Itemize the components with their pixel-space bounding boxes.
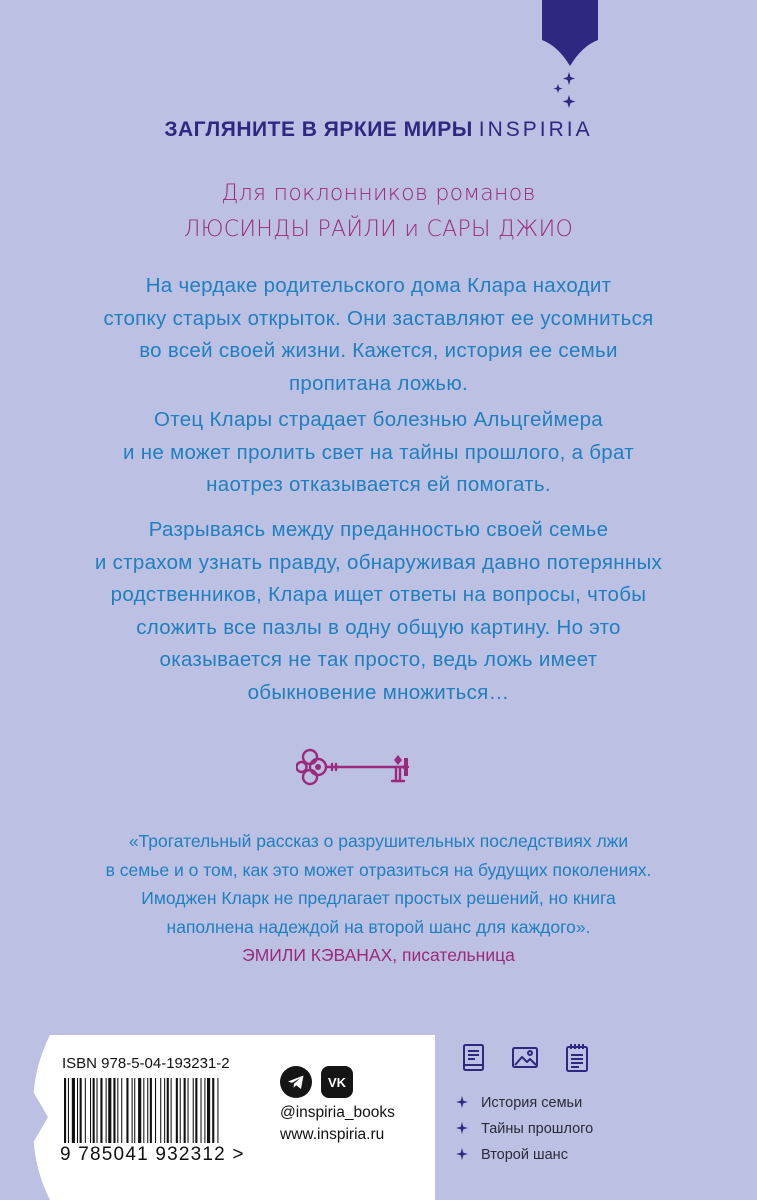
feature-item (456, 1120, 676, 1146)
brand-name: INSPIRIA (478, 118, 593, 141)
barcode-bar (134, 1078, 135, 1143)
svg-text:VK: VK (327, 1075, 347, 1090)
blurb-line: стопку старых открыток. Они заставляют ее усомниться (103, 306, 654, 330)
barcode-bar (106, 1078, 107, 1143)
barcode-bar (100, 1078, 102, 1143)
barcode-bar (97, 1078, 98, 1143)
barcode-bar (195, 1078, 197, 1143)
panel-notch (0, 1035, 50, 1200)
quote-author-role: , писательница (392, 945, 515, 965)
barcode-bar (77, 1078, 78, 1143)
feature-label: Второй шанс (481, 1147, 568, 1163)
barcode-bar (167, 1078, 169, 1143)
blurb-line: и страхом узнать правду, обнаруживая давно потерянных (94, 550, 663, 574)
barcode-bar (121, 1078, 122, 1143)
barcode-digits: 9 785041 932312 > (60, 1144, 245, 1165)
barcode-bar (155, 1078, 156, 1143)
barcode-bar (212, 1078, 214, 1143)
headline-text: ЗАГЛЯНИТЕ В ЯРКИЕ МИРЫ (164, 118, 473, 141)
barcode-bar (113, 1078, 115, 1143)
fans-line: Для поклонников романов (221, 181, 536, 206)
barcode-bar (72, 1078, 75, 1143)
blurb-line: оказывается не так просто, ведь ложь имеет (159, 648, 598, 671)
barcode-bar (207, 1078, 210, 1143)
blurb-line: На чердаке родительского дома Клара находит (145, 274, 612, 297)
barcode-bar (184, 1078, 186, 1143)
image-icon (511, 1043, 539, 1073)
barcode-bar (164, 1078, 165, 1143)
features-list (456, 1094, 676, 1172)
barcode-bar (126, 1078, 128, 1143)
quote-author: ЭМИЛИ КЭВАНАХ (242, 945, 393, 965)
blurb-line: родственников, Клара ищет ответы на вопросы, чтобы (110, 583, 647, 606)
blurb-line: во всей своей жизни. Кажется, история ее семьи (139, 339, 618, 362)
barcode-bar (68, 1078, 69, 1143)
blurb-paragraph-2 (0, 404, 757, 502)
barcode-bar (217, 1078, 218, 1143)
key-icon (296, 745, 418, 789)
website-link[interactable]: www.inspiria.ru (280, 1126, 385, 1143)
barcode-bar (160, 1078, 161, 1143)
quote-line: в семье и о том, как это может отразиться на будущих поколениях. (105, 859, 652, 880)
barcode-bar (188, 1078, 189, 1143)
barcode-bar (171, 1078, 172, 1143)
feature-item (456, 1094, 676, 1120)
blurb-line: обыкновение множиться… (247, 680, 510, 704)
blurb-line: и не может пролить свет на тайны прошлого, а брат (123, 440, 634, 464)
barcode-bar (90, 1078, 91, 1143)
barcode-bar (204, 1078, 205, 1143)
bookmark-ribbon-icon (542, 0, 598, 66)
barcode-bar (143, 1078, 144, 1143)
barcode-bar (201, 1078, 202, 1143)
barcode-bar (117, 1078, 118, 1143)
quote-attribution (0, 941, 757, 970)
star-bullet-icon (456, 1148, 468, 1160)
barcode-bar (64, 1078, 66, 1143)
vk-icon[interactable] (321, 1066, 353, 1098)
barcode-image (60, 1078, 260, 1143)
series-headline (0, 118, 757, 142)
barcode-bar (193, 1078, 194, 1143)
barcode-bar (132, 1078, 133, 1143)
star-bullet-icon (456, 1122, 468, 1134)
barcode-bar (138, 1078, 141, 1143)
barcode-bar (147, 1078, 148, 1143)
feature-label: Тайны прошлого (481, 1121, 594, 1137)
blurb-paragraph-1 (0, 270, 757, 400)
blurb-line: пропитана ложью. (288, 371, 469, 395)
blurb-paragraph-3 (0, 514, 757, 709)
barcode-bar (85, 1078, 86, 1143)
blurb-line: Разрываясь между преданностью своей семье (148, 518, 609, 541)
blurb-line: Отец Клары страдает болезнью Альцгеймера (154, 408, 603, 431)
feature-item (456, 1146, 676, 1172)
quote-line: наполнена надеждой на второй шанс для каждого». (166, 916, 591, 937)
barcode-bar (108, 1078, 111, 1143)
sparkles-icon (552, 72, 582, 112)
blurb-line: сложить все пазлы в одну общую картину. Но это (136, 615, 621, 639)
book-icon (460, 1043, 488, 1073)
fans-tagline (0, 176, 757, 248)
barcode-bar (93, 1078, 95, 1143)
barcode-bar (80, 1078, 82, 1143)
quote-line: «Трогательный рассказ о разрушительных последствиях лжи (128, 831, 629, 851)
fans-authors: ЛЮСИНДЫ РАЙЛИ и САРЫ ДЖИО (183, 217, 574, 242)
star-bullet-icon (456, 1096, 468, 1108)
barcode-bar (150, 1078, 152, 1143)
review-quote (0, 827, 757, 970)
blurb-line: наотрез отказывается ей помогать. (206, 473, 551, 496)
barcode-bar (176, 1078, 178, 1143)
social-handle[interactable]: @inspiria_books (280, 1104, 395, 1121)
isbn-label: ISBN 978-5-04-193231-2 (62, 1055, 230, 1072)
barcode-bar (180, 1078, 181, 1143)
quote-line: Имоджен Кларк не предлагает простых решений, но книга (141, 888, 616, 908)
telegram-icon[interactable] (280, 1066, 312, 1098)
notepad-icon (563, 1043, 591, 1073)
feature-label: История семьи (481, 1095, 583, 1111)
